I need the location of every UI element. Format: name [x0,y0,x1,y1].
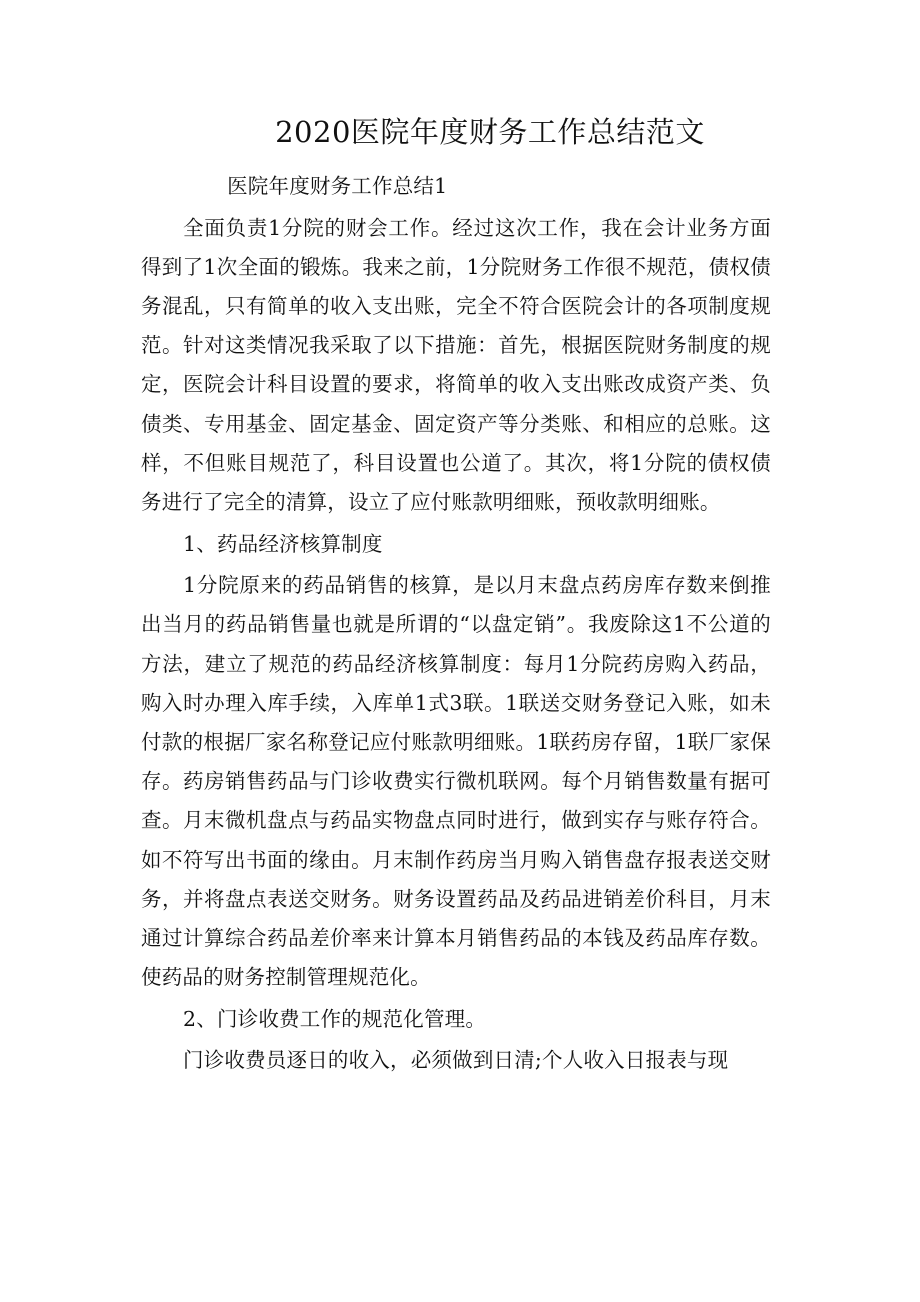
section-heading: 医院年度财务工作总结1 [227,174,448,198]
document-title: 2020医院年度财务工作总结范文 [275,115,705,149]
paragraph: 门诊收费员逐日的收入，必须做到日清;个人收入日报表与现 [183,1048,729,1073]
subsection-heading: 1、药品经济核算制度 [183,531,383,556]
paragraph: 1分院原来的药品销售的核算，是以月末盘点药房库存数来倒推出当月的药品销售量也就是所谓的“以盘定销”。我废除这1不公道的方法，建立了规范的药品经济核算制度：每月1分院药房购入药品，购入时办理入库手续，入库单1式3联。1联送交财务登记入账，如未付款的根据厂家名称登记应付账款明细账。1联药房存留，1联厂家保存。药房销售药品与门诊收费实行微机联网。每个月销售数量有据可查。月末微机盘点与药品实物盘点同时进行，做到实存与账存符合。如不符写出书面的缘由。月末制作药房当月购入销售盘存报表送交财务，并将盘点表送交财务。财务设置药品及药品进销差价科目，月末通过计算综合药品差价率来计算本月销售药品的本钱及药品库存数。使药品的财务控制管理规范化。 [141,573,771,990]
paragraph: 全面负责1分院的财会工作。经过这次工作，我在会计业务方面得到了1次全面的锻炼。我来之前，1分院财务工作很不规范，债权债务混乱，只有简单的收入支出账，完全不符合医院会计的各项制度规范。针对这类情况我采取了以下措施：首先，根据医院财务制度的规定，医院会计科目设置的要求，将简单的收入支出账改成资产类、负债类、专用基金、固定基金、固定资产等分类账、和相应的总账。这样，不但账目规范了，科目设置也公道了。其次，将1分院的债权债务进行了完全的清算，设立了应付账款明细账，预收款明细账。 [141,215,771,515]
document-body [141,167,771,1083]
subsection-heading: 2、门诊收费工作的规范化管理。 [183,1006,487,1031]
